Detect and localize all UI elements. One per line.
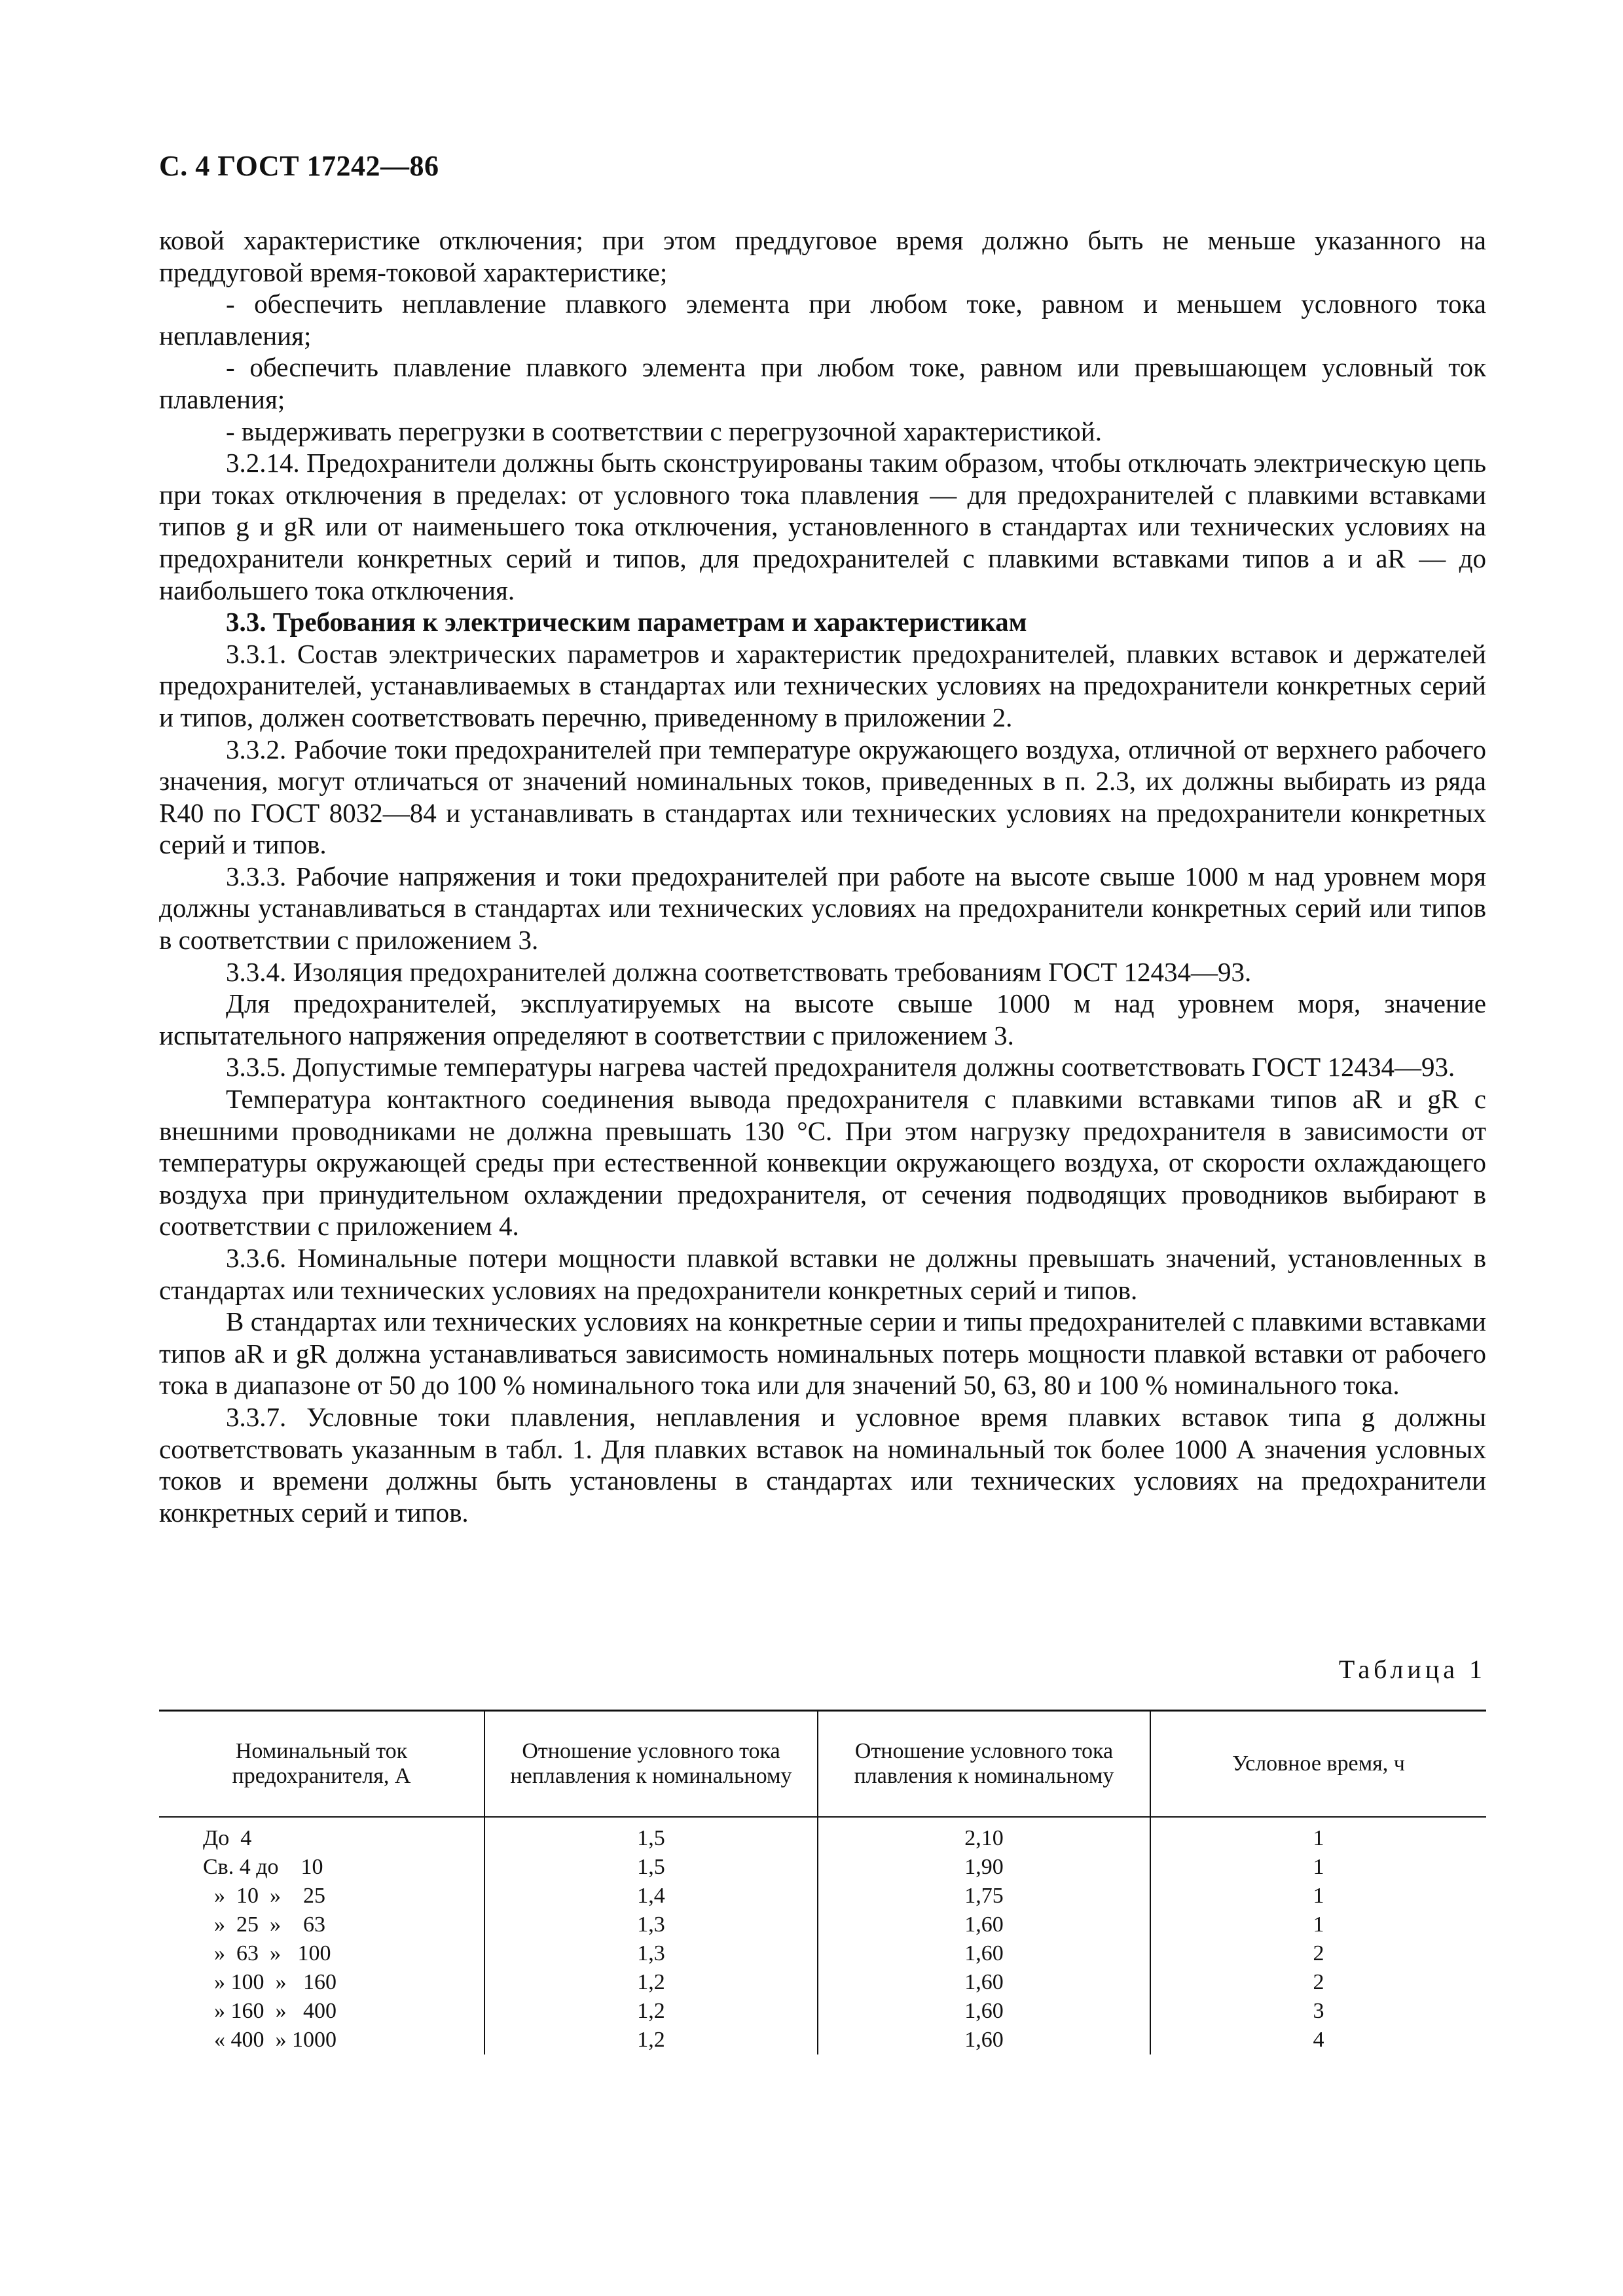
table-cell: 1,75 — [818, 1882, 1150, 1910]
table-cell: « 400 » 1000 — [203, 2028, 337, 2052]
table-cell: 1,2 — [484, 2026, 818, 2054]
table-cell: » 100 » 160 — [203, 1970, 337, 1994]
table-cell: 1,60 — [818, 1939, 1150, 1968]
body-paragraph: Температура контактного соединения вывода предохранителя с плавкими вставками типов aR и gR с внешними проводниками не должна превышать 130 °С. При этом нагрузку предохранителя в зависимости от температуры окружающей среды при естественной конвекции окружающего воздуха, от скорости охлаждающего воздуха при принудительном охлаждении предохранителя, от сечения подводящих проводников выбирают в соответствии с приложением 4. — [159, 1084, 1486, 1242]
body-paragraph: 3.2.14. Предохранители должны быть сконструированы таким образом, чтобы отключать электрическую цепь при токах отключения в пределах: от условного тока плавления — для предохранителей с плавкими вставками типов g и gR или от наименьшего тока отключения, установленного в стандартах или технических условиях на предохранители конкретных серий и типов, для предохранителей с плавкими вставками типов a и aR — до наибольшего тока отключения. — [159, 448, 1486, 605]
table-cell: 2 — [1150, 1939, 1486, 1968]
table-cell: 1,2 — [484, 1997, 818, 2026]
table-header-cell: Отношение условного тока неплавления к номинальному — [484, 1711, 818, 1818]
table-header-cell: Номинальный ток предохранителя, А — [159, 1711, 484, 1818]
body-paragraph: ковой характеристике отключения; при этом преддуговое время должно быть не меньше указанного на преддуговой время-токовой характеристике; — [159, 225, 1486, 287]
fuse-table — [159, 1710, 1486, 2054]
table-cell: 1 — [1150, 1910, 1486, 1939]
table-row — [159, 1882, 1486, 1910]
table-cell: 1,5 — [484, 1853, 818, 1882]
table-cell: 1,60 — [818, 1968, 1150, 1997]
body-paragraph: 3.3.5. Допустимые температуры нагрева частей предохранителя должны соответствовать ГОСТ 12434—93. — [226, 1052, 1455, 1083]
section-heading: 3.3. Требования к электрическим параметрам и характеристикам — [226, 607, 1027, 637]
table-cell: 2 — [1150, 1968, 1486, 1997]
table-body — [159, 1817, 1486, 2054]
body-paragraph: В стандартах или технических условиях на конкретные серии и типы предохранителей с плавкими вставками типов aR и gR должна устанавливаться зависимость номинальных потерь мощности плавкой вставки от рабочего тока в диапазоне от 50 до 100 % номинального тока или для значений 50, 63, 80 и 100 % номинального тока. — [159, 1306, 1486, 1401]
body-paragraph: 3.3.1. Состав электрических параметров и характеристик предохранителей, плавких вставок и держателей предохранителей, устанавливаемых в стандартах или технических условиях на предохранители конкретных серий и типов, должен соответствовать перечню, приведенному в приложении 2. — [159, 638, 1486, 732]
table-cell: » 25 » 63 — [203, 1912, 325, 1937]
table-cell: 1,90 — [818, 1853, 1150, 1882]
body-paragraph: - выдерживать перегрузки в соответствии с перегрузочной характеристикой. — [226, 416, 1102, 446]
table-title: Таблица 1 — [1338, 1655, 1486, 1684]
table-cell: Св. 4 до 10 — [203, 1855, 323, 1879]
table-row — [159, 1968, 1486, 1997]
body-text — [159, 224, 1486, 1528]
body-paragraph: - обеспечить неплавление плавкого элемента при любом токе, равном и меньшем условного тока неплавления; — [159, 289, 1486, 351]
table-cell: 3 — [1150, 1997, 1486, 2026]
body-paragraph: 3.3.6. Номинальные потери мощности плавкой вставки не должны превышать значений, установленных в стандартах или технических условиях на предохранители конкретных серий и типов. — [159, 1243, 1486, 1305]
table-cell: 1,5 — [484, 1817, 818, 1853]
body-paragraph: 3.3.3. Рабочие напряжения и токи предохранителей при работе на высоте свыше 1000 м над уровнем моря должны устанавливаться в стандартах или технических условиях на предохранители конкретных серий или типов в соответствии с приложением 3. — [159, 861, 1486, 956]
table-cell: До 4 — [203, 1826, 252, 1850]
table-row — [159, 1997, 1486, 2026]
body-paragraph: 3.3.7. Условные токи плавления, неплавления и условное время плавких вставок типа g должны соответствовать указанным в табл. 1. Для плавких вставок на номинальный ток более 1000 А значения условных токов и времени должны быть установлены в стандартах или технических условиях на предохранители конкретных серий и типов. — [159, 1401, 1486, 1528]
table-cell: 1,60 — [818, 1997, 1150, 2026]
table-header-cell: Условное время, ч — [1150, 1711, 1486, 1818]
body-paragraph: 3.3.4. Изоляция предохранителей должна соответствовать требованиям ГОСТ 12434—93. — [226, 956, 1252, 987]
table-row — [159, 1853, 1486, 1882]
table-cell: 1 — [1150, 1882, 1486, 1910]
table-cell: 1,3 — [484, 1910, 818, 1939]
table-cell: » 63 » 100 — [203, 1941, 331, 1965]
table-cell: 1 — [1150, 1817, 1486, 1853]
body-paragraph: 3.3.2. Рабочие токи предохранителей при температуре окружающего воздуха, отличной от верхнего рабочего значения, могут отличаться от значений номинальных токов, приведенных в п. 2.3, их должны выбирать из ряда R40 по ГОСТ 8032—84 и устанавливать в стандартах или технических условиях на предохранители конкретных серий и типов. — [159, 734, 1486, 860]
body-paragraph: - обеспечить плавление плавкого элемента при любом токе, равном или превышающем условный ток плавления; — [159, 352, 1486, 414]
table-row — [159, 1939, 1486, 1968]
table-cell: 1,2 — [484, 1968, 818, 1997]
table-cell: » 160 » 400 — [203, 1999, 337, 2023]
body-paragraph: Для предохранителей, эксплуатируемых на высоте свыше 1000 м над уровнем моря, значение испытательного напряжения определяют в соответствии с приложением 3. — [159, 988, 1486, 1050]
table-row — [159, 1817, 1486, 1853]
table-cell: 1,4 — [484, 1882, 818, 1910]
table-cell: » 10 » 25 — [203, 1884, 325, 1908]
table-row — [159, 2026, 1486, 2054]
table-cell: 1,3 — [484, 1939, 818, 1968]
table-header-cell: Отношение условного тока плавления к номинальному — [818, 1711, 1150, 1818]
page-header: С. 4 ГОСТ 17242—86 — [159, 150, 439, 182]
table-cell: 1,60 — [818, 2026, 1150, 2054]
table-cell: 4 — [1150, 2026, 1486, 2054]
table-cell: 2,10 — [818, 1817, 1150, 1853]
table-header-row — [159, 1711, 1486, 1818]
table-cell: 1,60 — [818, 1910, 1150, 1939]
table-row — [159, 1910, 1486, 1939]
table-cell: 1 — [1150, 1853, 1486, 1882]
